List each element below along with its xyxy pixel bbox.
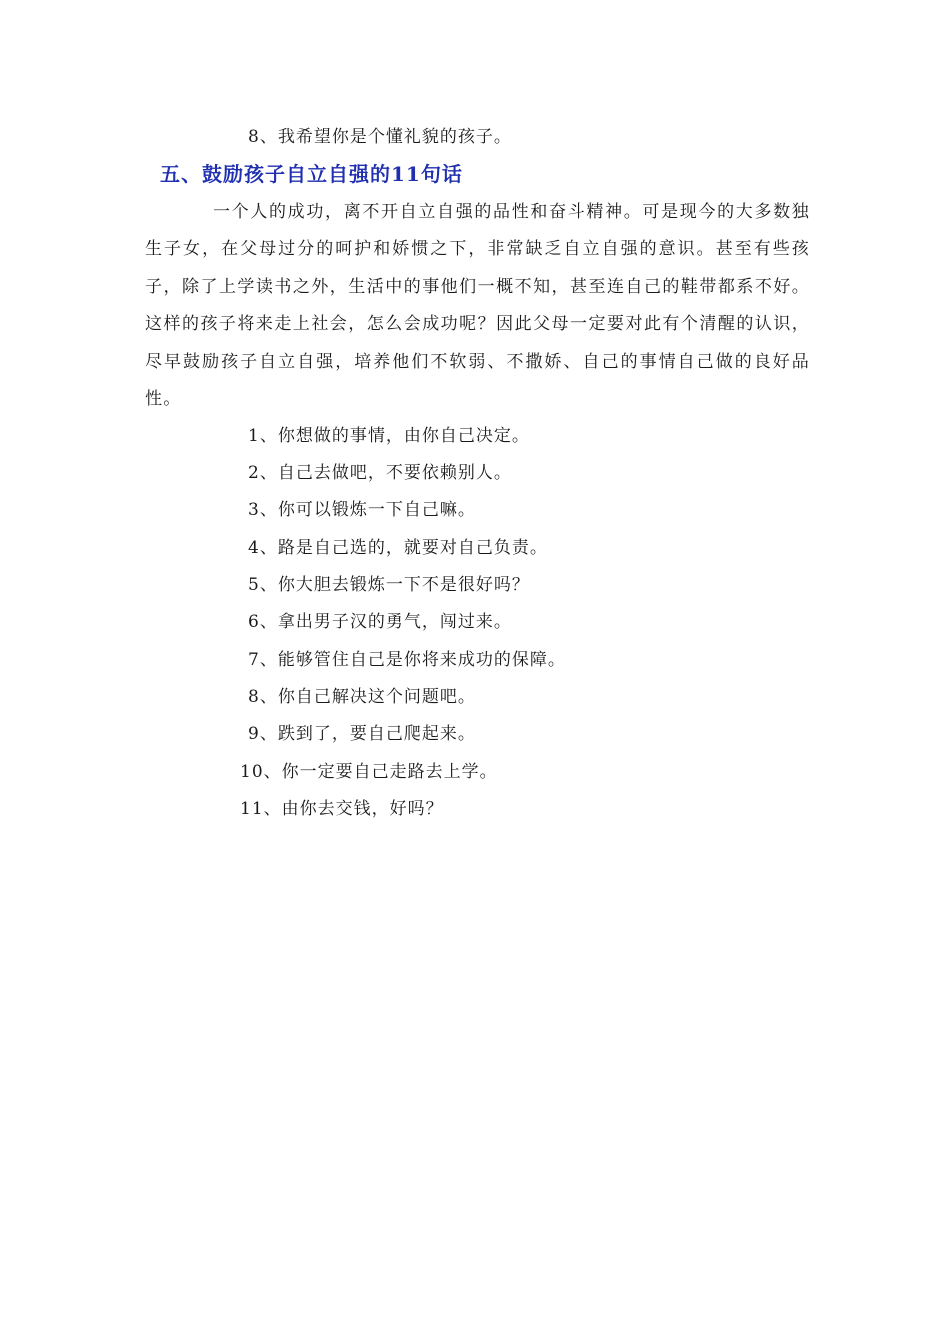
intro-paragraph: 一个人的成功，离不开自立自强的品性和奋斗精神。可是现今的大多数独生子女，在父母过分的呵护和娇惯之下，非常缺乏自立自强的意识。甚至有些孩子，除了上学读书之外，生活中的事他们一概不知，甚至连自己的鞋带都系不好。这样的孩子将来走上社会，怎么会成功呢？因此父母一定要对此有个清醒的认识，尽早鼓励孩子自立自强，培养他们不软弱、不撒娇、自己的事情自己做的良好品性。 <box>145 202 810 410</box>
list-item: 1、你想做的事情，由你自己决定。 <box>248 426 530 446</box>
list-item: 11、由你去交钱，好吗？ <box>240 799 444 819</box>
list-item: 9、跌到了，要自己爬起来。 <box>248 724 476 744</box>
list-item: 7、能够管住自己是你将来成功的保障。 <box>248 650 566 670</box>
list-item: 6、拿出男子汉的勇气，闯过来。 <box>248 612 512 632</box>
list-item: 2、自己去做吧，不要依赖别人。 <box>248 463 512 483</box>
list-item: 3、你可以锻炼一下自己嘛。 <box>248 500 476 520</box>
section-heading: 五、鼓励孩子自立自强的11句话 <box>160 162 463 186</box>
list-item-previous-8: 8、我希望你是个懂礼貌的孩子。 <box>248 127 512 147</box>
list-item: 8、你自己解决这个问题吧。 <box>248 687 476 707</box>
list-item: 5、你大胆去锻炼一下不是很好吗？ <box>248 575 530 595</box>
list-item: 4、路是自己选的，就要对自己负责。 <box>248 538 548 558</box>
list-item: 10、你一定要自己走路去上学。 <box>240 762 498 782</box>
